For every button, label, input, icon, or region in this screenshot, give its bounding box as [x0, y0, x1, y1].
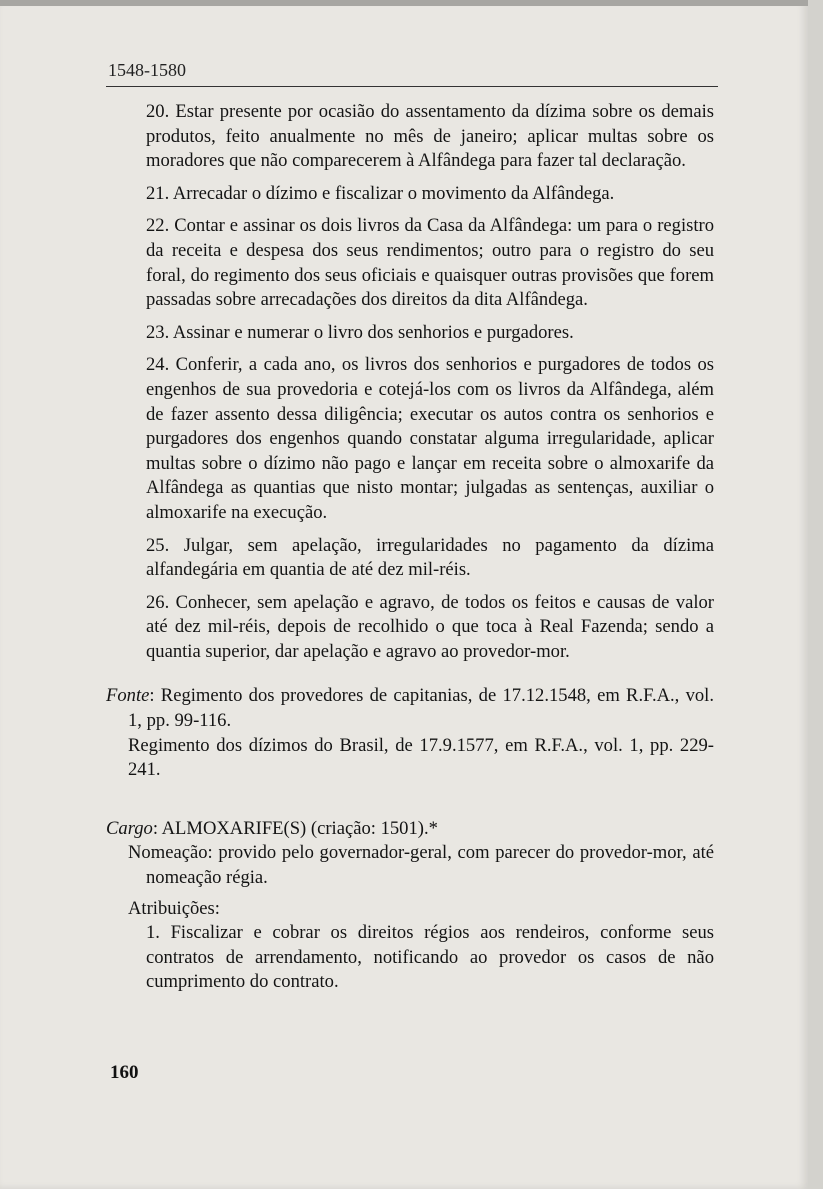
atribuicoes-label: Atribuições: — [128, 897, 220, 919]
running-head: 1548-1580 — [108, 60, 186, 80]
page-number: 160 — [110, 1062, 139, 1083]
cargo-nomeacao: Nomeação: provido pelo governador-geral, com parecer do provedor-mor, até nomeação régia. — [128, 842, 714, 889]
list-item: 22. Contar e assinar os dois livros da Casa da Alfândega: um para o registro da receita e despesa dos seus rendimentos; outro para o registro do seu foral, do regimento dos seus oficiais e quaisquer outras provisões que forem passadas sobre arrecadações dos direitos da dita Alfândega. — [146, 215, 714, 311]
source-line-1 — [106, 684, 714, 733]
cargo-title: : ALMOXARIFE(S) (criação: 1501).* — [152, 817, 438, 839]
list-item: 25. Julgar, sem apelação, irregularidades no pagamento da dízima alfandegária em quantia de até dez mil-réis. — [146, 534, 714, 581]
header-rule — [106, 86, 718, 87]
cargo-section — [106, 817, 714, 995]
list-item: 24. Conferir, a cada ano, os livros dos senhorios e purgadores de todos os engenhos de sua provedoria e cotejá-los com os livros da Alfândega, além de fazer assento dessa diligência; executar os autos contra os senhorios e purgadores dos engenhos quando constatar alguma irregularidade, aplicar multas sobre o dízimo não pago e lançar em receita sobre o almoxarife da Alfândega as quantias que nisto montar; julgadas as sentenças, auxiliar o almoxarife na execução. — [146, 354, 714, 523]
atribuicao-item: 1. Fiscalizar e cobrar os direitos régios aos rendeiros, conforme seus contratos de arrendamento, notificando ao provedor os casos de não cumprimento do contrato. — [146, 922, 714, 993]
source-text-1: : Regimento dos provedores de capitanias, de 17.12.1548, em R.F.A., vol. 1, pp. 99-116. — [128, 685, 714, 732]
list-item: 20. Estar presente por ocasião do assentamento da dízima sobre os demais produtos, feito anualmente no mês de janeiro; aplicar multas sobre os moradores que não comparecerem à Alfândega para fazer tal declaração. — [146, 101, 714, 172]
top-scan-edge — [0, 0, 808, 6]
cargo-label: Cargo — [106, 817, 153, 839]
scan-right-edge — [808, 0, 823, 1189]
source-note — [106, 684, 714, 782]
list-item: 23. Assinar e numerar o livro dos senhorios e purgadores. — [146, 321, 574, 343]
list-item: 21. Arrecadar o dízimo e fiscalizar o movimento da Alfândega. — [146, 182, 615, 204]
list-item: 26. Conhecer, sem apelação e agravo, de todos os feitos e causas de valor até dez mil-réis, depois de recolhido o que toca à Real Fazenda; sendo a quantia superior, dar apelação e agravo ao provedor-mor. — [146, 591, 714, 662]
source-line-2: Regimento dos dízimos do Brasil, de 17.9.1577, em R.F.A., vol. 1, pp. 229-241. — [128, 734, 714, 781]
source-label: Fonte — [106, 685, 150, 707]
page-body — [106, 100, 714, 995]
cargo-heading — [106, 817, 714, 842]
